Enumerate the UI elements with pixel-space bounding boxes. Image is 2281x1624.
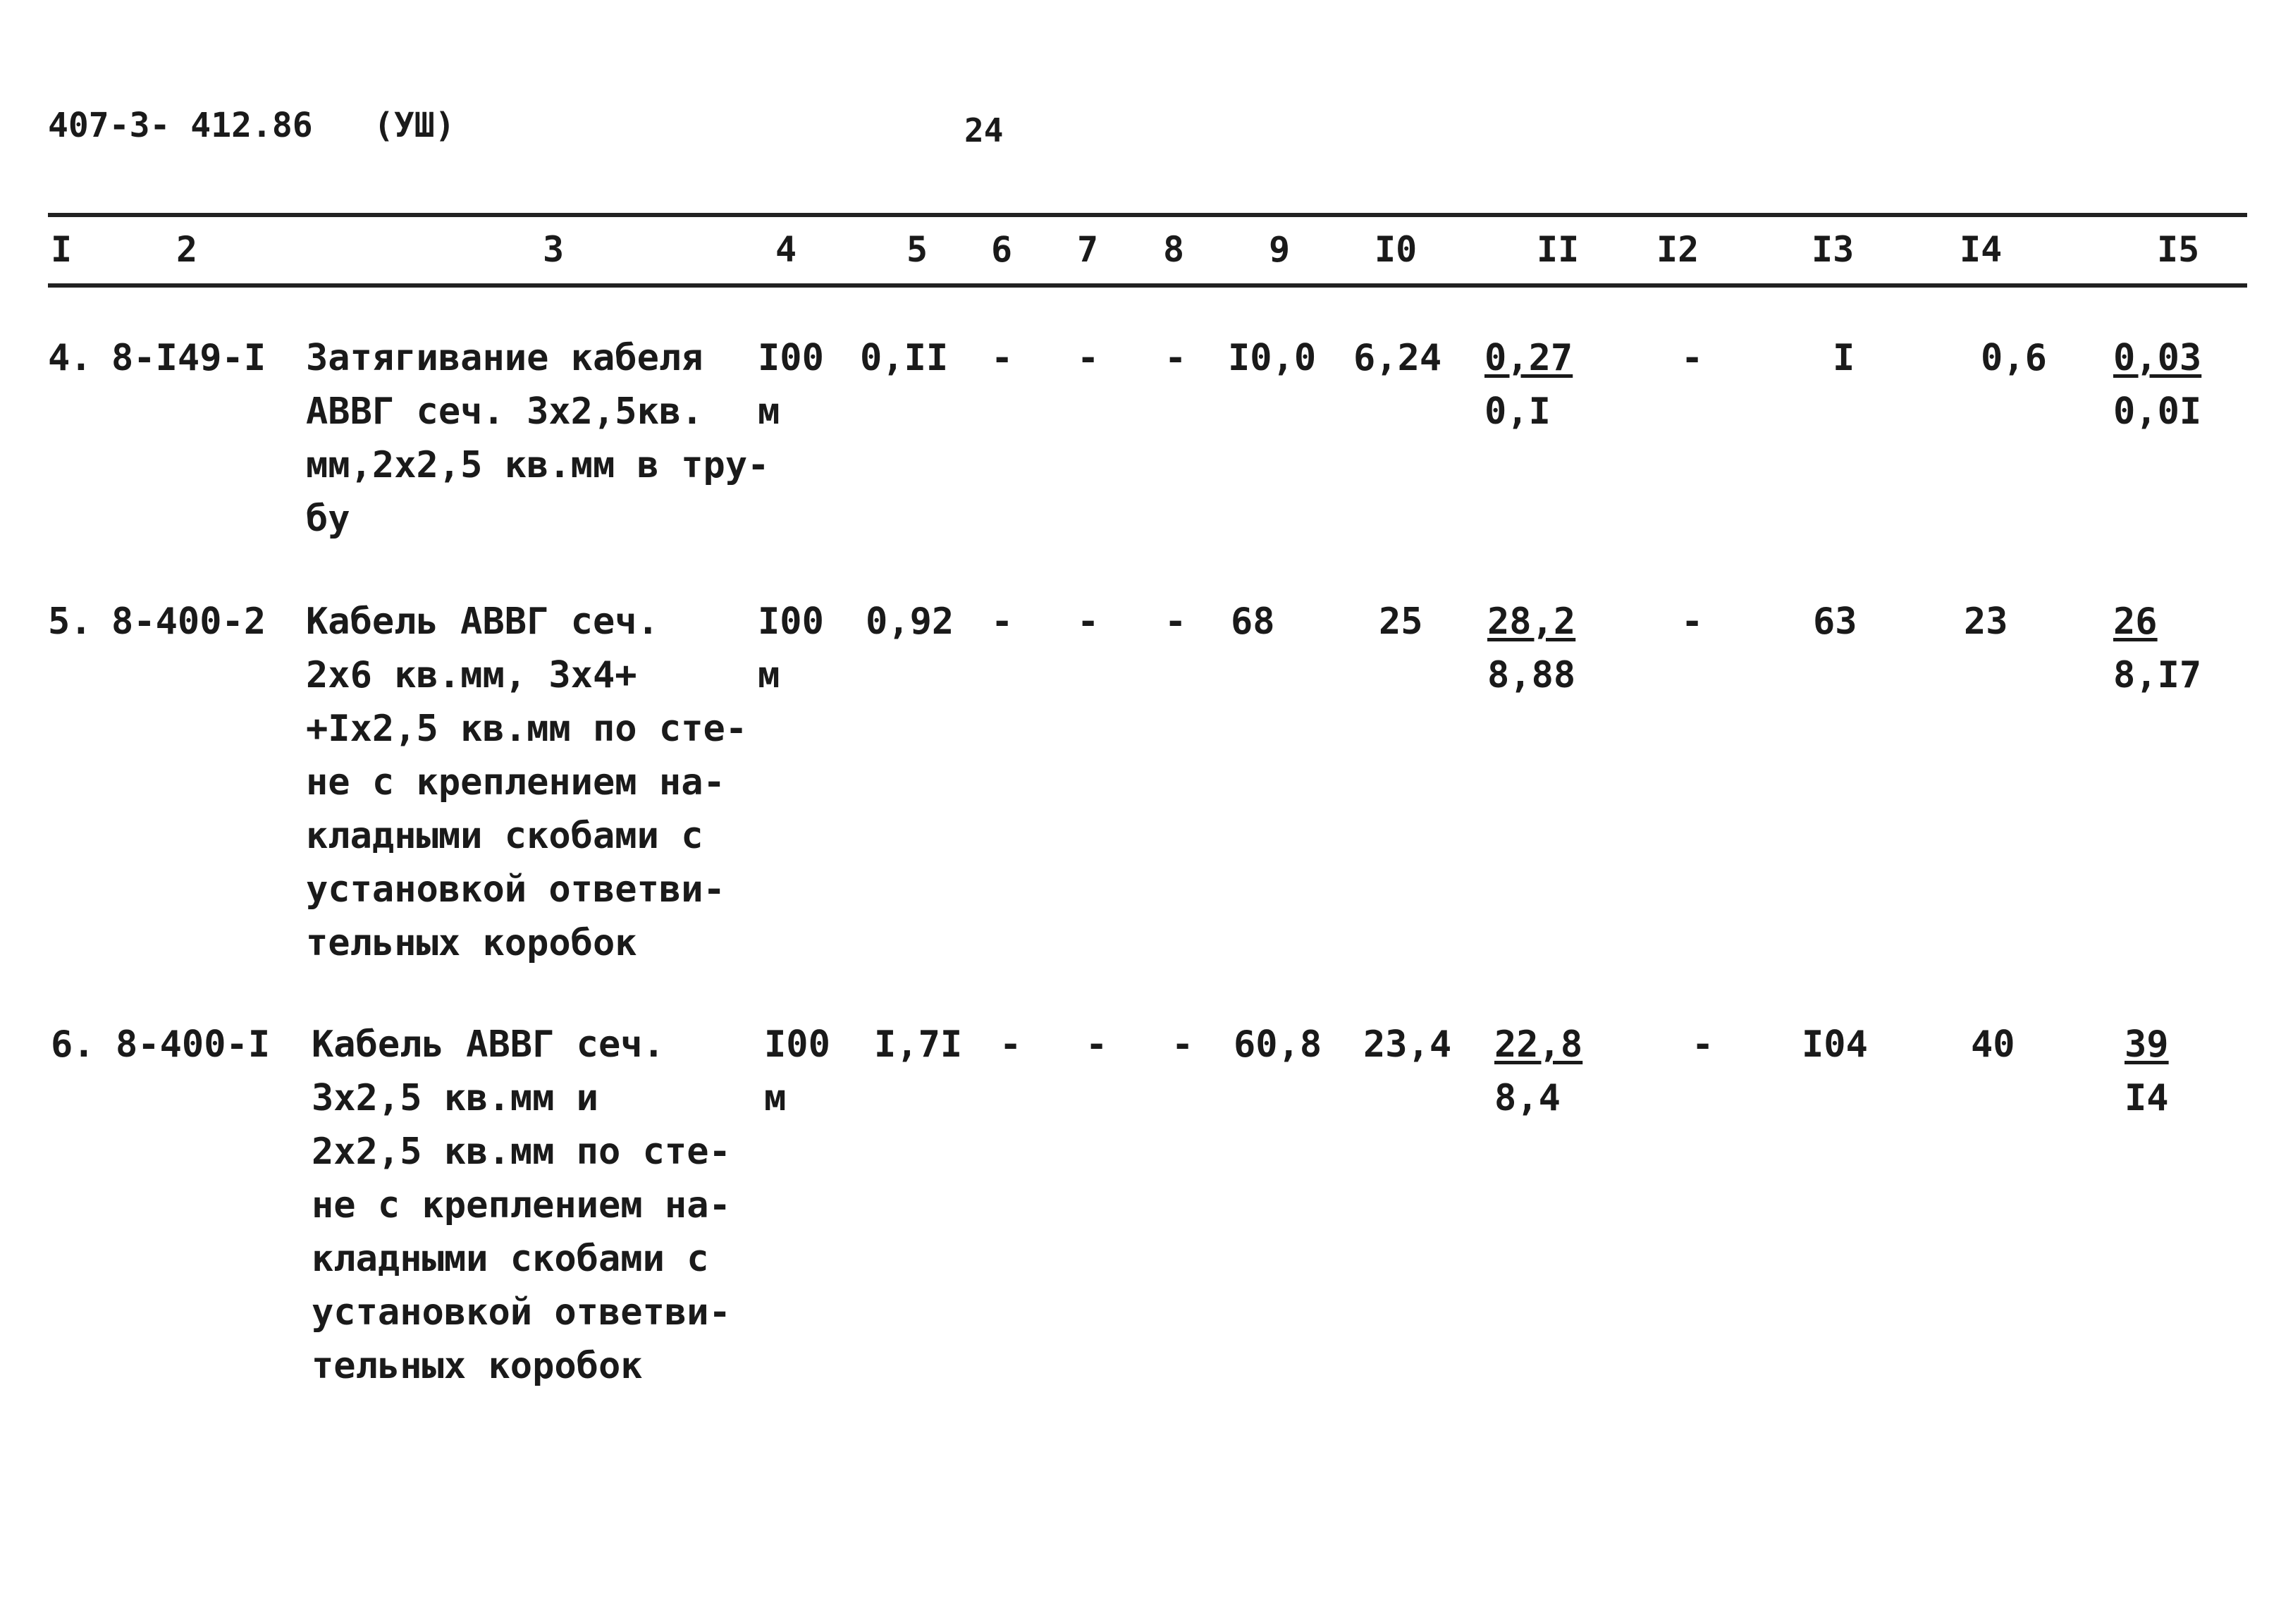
col11-value [1487, 595, 1575, 702]
col13-value: 63 [1813, 601, 1857, 643]
rate-code: 8-400-2 [111, 601, 266, 643]
col15-value [2113, 331, 2201, 438]
col-header-12: I2 [1656, 229, 1699, 270]
table-top-rule [48, 213, 2247, 217]
col-header-2: 2 [176, 229, 198, 270]
work-description: Кабель АВВГ сеч. 2х6 кв.мм, 3х4+ +Iх2,5 кв.мм по сте- не с креплением на- кладными скобами с установкой ответви- тельных коробок [306, 601, 748, 964]
col-header-10: I0 [1375, 229, 1418, 270]
col11-denominator: 8,88 [1487, 654, 1576, 696]
col-header-1: I [51, 229, 73, 270]
col10-value: 23,4 [1363, 1023, 1452, 1066]
col5-value: 0,II [860, 337, 949, 379]
col11-numerator: 28,2 [1487, 601, 1576, 643]
work-description: Кабель АВВГ сеч. 3х2,5 кв.мм и 2х2,5 кв.мм по сте- не с креплением на- кладными скобами с установкой ответви- тельных коробок [312, 1023, 731, 1387]
col-header-13: I3 [1812, 229, 1855, 270]
col11-value [1484, 331, 1573, 438]
col-header-4: 4 [775, 229, 797, 270]
col9-value: 68 [1231, 601, 1275, 643]
document-code: 407-3- 412.86 [48, 106, 313, 145]
col9-value: 60,8 [1234, 1023, 1322, 1066]
col6-value: - [1000, 1023, 1022, 1066]
col12-value: - [1692, 1023, 1714, 1066]
col11-value [1494, 1018, 1582, 1125]
col5-value: I,7I [874, 1023, 963, 1066]
col-header-11: II [1537, 229, 1580, 270]
col15-value [2125, 1018, 2169, 1125]
col15-numerator: 0,03 [2113, 337, 2202, 379]
col6-value: - [991, 601, 1014, 643]
col10-value: 6,24 [1353, 337, 1442, 379]
rate-code: 8-400-I [116, 1023, 271, 1066]
col8-value: - [1164, 337, 1187, 379]
col13-value: I04 [1802, 1023, 1868, 1066]
col12-value: - [1681, 337, 1704, 379]
col15-numerator: 39 [2125, 1023, 2169, 1066]
col14-value: 0,6 [1981, 337, 2047, 379]
col14-value: 23 [1964, 601, 2008, 643]
col13-value: I [1833, 337, 1855, 379]
rate-code: 8-I49-I [111, 337, 266, 379]
col-header-15: I5 [2157, 229, 2200, 270]
col14-value: 40 [1971, 1023, 2015, 1066]
col11-denominator: 0,I [1484, 390, 1551, 433]
col-header-5: 5 [906, 229, 928, 270]
section-label: (УШ) [374, 106, 455, 145]
col-header-9: 9 [1269, 229, 1291, 270]
row-number: 6. [51, 1023, 95, 1066]
col-header-3: 3 [543, 229, 565, 270]
table-header-rule [48, 283, 2247, 288]
col6-value: - [991, 337, 1014, 379]
col10-value: 25 [1379, 601, 1423, 643]
row-number: 4. [48, 337, 92, 379]
col9-value: I0,0 [1228, 337, 1317, 379]
col15-denominator: 0,0I [2113, 390, 2202, 433]
col-header-14: I4 [1960, 229, 2003, 270]
row-number: 5. [48, 601, 92, 643]
page-number: 24 [964, 111, 1004, 149]
unit: I00 м [758, 601, 824, 696]
unit: I00 м [764, 1023, 830, 1119]
work-description: Затягивание кабеля АВВГ сеч. 3х2,5кв. мм,2х2,5 кв.мм в тру- бу [306, 337, 770, 540]
col7-value: - [1086, 1023, 1108, 1066]
col11-denominator: 8,4 [1494, 1077, 1561, 1119]
col7-value: - [1077, 601, 1100, 643]
col7-value: - [1077, 337, 1100, 379]
col15-denominator: 8,I7 [2113, 654, 2202, 696]
col5-value: 0,92 [866, 601, 954, 643]
col11-numerator: 22,8 [1494, 1023, 1583, 1066]
col-header-7: 7 [1077, 229, 1099, 270]
col8-value: - [1172, 1023, 1194, 1066]
col11-numerator: 0,27 [1484, 337, 1573, 379]
unit: I00 м [758, 337, 824, 433]
col15-value [2113, 595, 2201, 702]
col12-value: - [1681, 601, 1704, 643]
col15-denominator: I4 [2125, 1077, 2169, 1119]
col15-numerator: 26 [2113, 601, 2158, 643]
col-header-6: 6 [991, 229, 1013, 270]
col8-value: - [1164, 601, 1187, 643]
col-header-8: 8 [1163, 229, 1185, 270]
